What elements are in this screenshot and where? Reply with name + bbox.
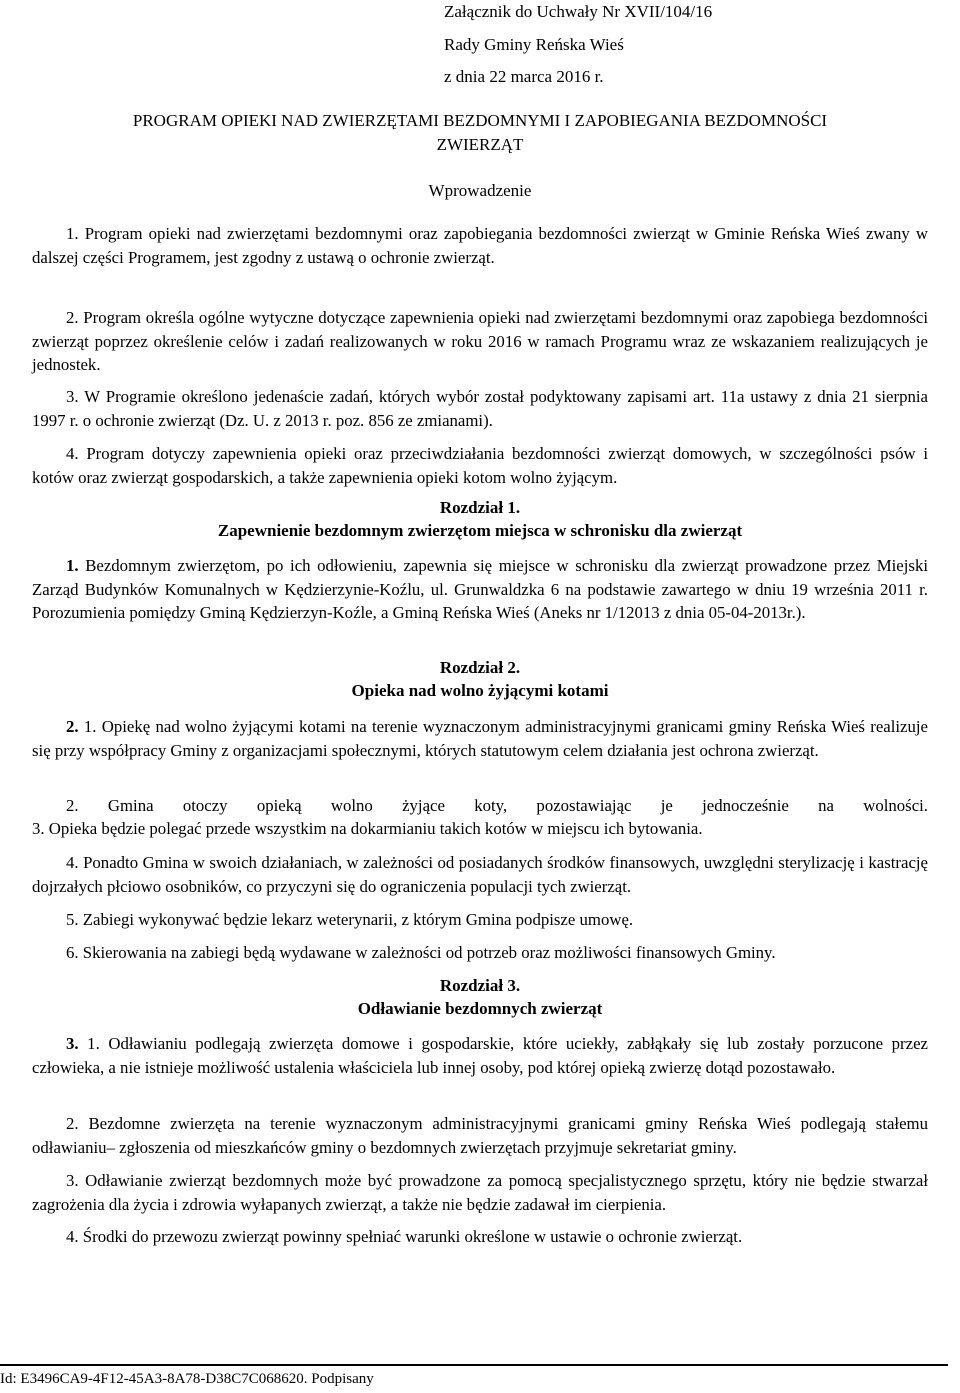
chapter2-paragraph-4: 4. Ponadto Gmina w swoich działaniach, w zależności od posiadanych środków finansowych, uwzględni sterylizację i kastrację dojrzałych płciowo osobników, co przyczyni się do ograniczenia populacji tych zwierząt. <box>32 853 928 896</box>
chapter3-title: Odławianie bezdomnych zwierząt <box>357 999 603 1018</box>
intro-paragraph-1: 1. Program opieki nad zwierzętami bezdomnymi oraz zapobiegania bezdomności zwierząt w Gminie Reńska Wieś zwany w dalszej części Programem, jest zgodny z ustawą o ochronie zwierząt. <box>32 224 928 267</box>
chapter2-p1-text: 1. Opiekę nad wolno żyjącymi kotami na terenie wyznaczonym administracyjnymi granicami gminy Reńska Wieś realizuje się przy współpracy Gminy z organizacjami społecznymi, których statutowym celem działania jest ochrona zwierząt. <box>32 717 928 760</box>
chapter1-section-number: 1. <box>66 556 79 575</box>
attachment-header-line2: Rady Gminy Reńska Wieś <box>444 35 624 54</box>
chapter2-paragraph-1 <box>32 715 928 762</box>
chapter1-title: Zapewnienie bezdomnym zwierzętom miejsca w schronisku dla zwierząt <box>217 521 743 540</box>
chapter3-label: Rozdział 3. <box>439 976 521 995</box>
chapter2-label: Rozdział 2. <box>439 658 521 677</box>
document-title-line2: ZWIERZĄT <box>436 135 524 154</box>
introduction-heading: Wprowadzenie <box>428 181 532 200</box>
chapter1-text: Bezdomnym zwierzętom, po ich odłowieniu, zapewnia się miejsce w schronisku dla zwierząt prowadzone przez Miejski Zarząd Budynków Komunalnych w Kędzierzynie-Koźlu, ul. Grunwaldzka 6 na podstawie zawartego w dniu 19 września 2011 r. Porozumienia pomiędzy Gminą Kędzierzyn-Koźle, a Gminą Reńska Wieś (Aneks nr 1/12013 z dnia 05-04-2013r.). <box>32 556 928 622</box>
intro-paragraph-2: 2. Program określa ogólne wytyczne dotyczące zapewnienia opieki nad zwierzętami bezdomnymi oraz zapobiega bezdomności zwierząt poprzez określenie celów i zadań realizowanych w roku 2016 w ramach Programu wraz ze wskazaniem realizujących je jednostek. <box>32 308 928 374</box>
document-id-footer: Id: E3496CA9-4F12-45A3-8A78-D38C7C068620. Podpisany <box>0 1371 374 1387</box>
document-page <box>32 0 928 1393</box>
chapter3-paragraph-2: 2. Bezdomne zwierzęta na terenie wyznaczonym administracyjnymi granicami gminy Reńska Wieś podlegają stałemu odławianiu– zgłoszenia od mieszkańców gminy o bezdomnych zwierzętach przyjmuje sekretariat gminy. <box>32 1114 928 1157</box>
document-title-line1: PROGRAM OPIEKI NAD ZWIERZĘTAMI BEZDOMNYMI I ZAPOBIEGANIA BEZDOMNOŚCI <box>132 111 828 130</box>
attachment-header-line1: Załącznik do Uchwały Nr XVII/104/16 <box>444 2 713 21</box>
chapter3-paragraph-4: 4. Środki do przewozu zwierząt powinny spełniać warunki określone w ustawie o ochronie zwierząt. <box>66 1227 743 1246</box>
chapter2-paragraph-6: 6. Skierowania na zabiegi będą wydawane w zależności od potrzeb oraz możliwości finansowych Gminy. <box>66 943 776 962</box>
chapter1-paragraph <box>32 554 928 625</box>
chapter2-paragraph-5: 5. Zabiegi wykonywać będzie lekarz weterynarii, z którym Gmina podpisze umowę. <box>66 910 634 929</box>
intro-paragraph-3: 3. W Programie określono jedenaście zadań, których wybór został podyktowany zapisami art. 11a ustawy z dnia 21 sierpnia 1997 r. o ochronie zwierząt (Dz. U. z 2013 r. poz. 856 ze zmianami). <box>32 387 928 430</box>
chapter3-paragraph-1 <box>32 1032 928 1079</box>
footer-divider <box>0 1364 948 1366</box>
chapter3-p1-text: 1. Odławianiu podlegają zwierzęta domowe i gospodarskie, które uciekły, zabłąkały się lub zostały porzucone przez człowieka, a nie istnieje możliwość ustalenia właściciela lub innej osoby, pod której opieką zwierzę dotąd pozostawało. <box>32 1034 928 1077</box>
chapter2-paragraph-2: 2. Gmina otoczy opieką wolno żyjące koty, pozostawiając je jednocześnie na wolności. <box>66 796 928 815</box>
chapter1-label: Rozdział 1. <box>439 498 521 517</box>
intro-paragraph-4: 4. Program dotyczy zapewnienia opieki oraz przeciwdziałania bezdomności zwierząt domowych, w szczególności psów i kotów oraz zwierząt gospodarskich, a także zapewnienia opieki kotom wolno żyjącym. <box>32 444 928 487</box>
chapter3-paragraph-3: 3. Odławianie zwierząt bezdomnych może być prowadzone za pomocą specjalistycznego sprzętu, który nie będzie stwarzał zagrożenia dla życia i zdrowia wyłapanych zwierząt, a także nie będzie zadawał im cierpienia. <box>32 1171 928 1214</box>
chapter3-section-number: 3. <box>66 1034 79 1053</box>
attachment-header-line3: z dnia 22 marca 2016 r. <box>444 67 604 86</box>
chapter2-title: Opieka nad wolno żyjącymi kotami <box>351 681 609 700</box>
chapter2-paragraph-3: 3. Opieka będzie polegać przede wszystkim na dokarmianiu takich kotów w miejscu ich bytowania. <box>32 819 703 838</box>
chapter2-section-number: 2. <box>66 717 79 736</box>
